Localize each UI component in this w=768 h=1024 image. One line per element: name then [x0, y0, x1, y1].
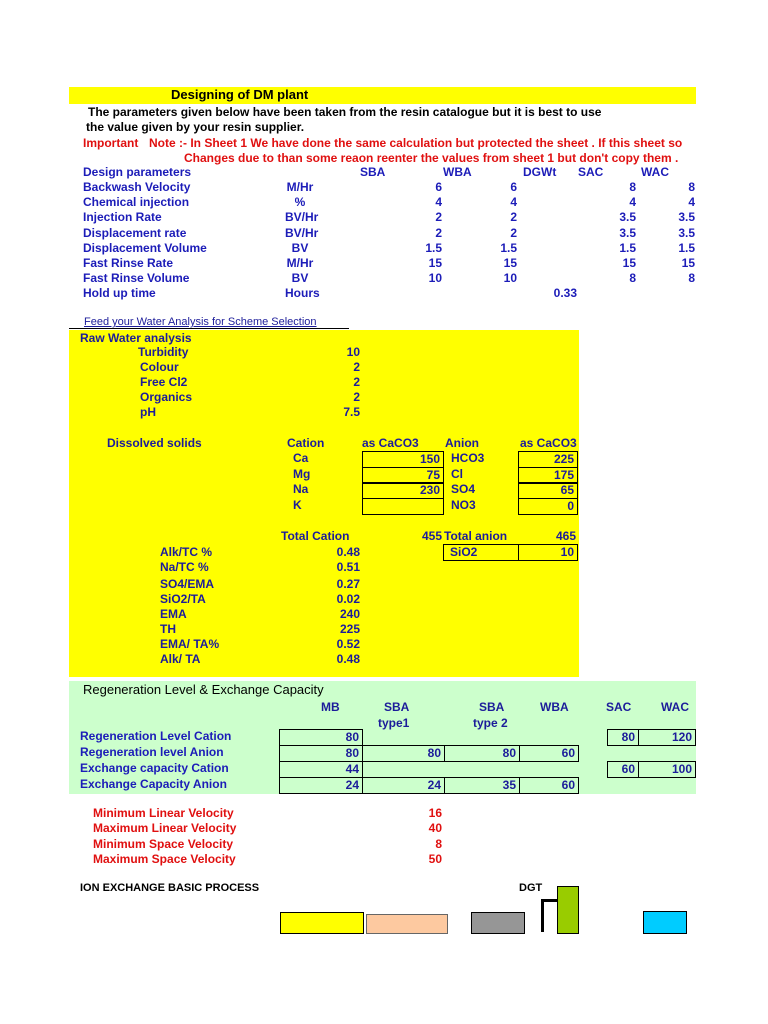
process-vessel-peach — [366, 914, 448, 934]
design-row-unit: Hours — [285, 286, 320, 301]
anion-name: HCO3 — [451, 451, 485, 465]
important-label: Important — [83, 136, 139, 150]
regen-cell-sba1[interactable]: 24 — [362, 777, 445, 794]
velocity-name: Maximum Space Velocity — [93, 851, 236, 866]
ratio-value: 0.51 — [336, 560, 360, 574]
total-cation-label: Total Cation — [281, 529, 350, 543]
anion-as-caco3-label: as CaCO3 — [520, 436, 577, 450]
raw-param-name: pH — [140, 405, 156, 419]
sio2-label-cell: SiO2 — [443, 544, 519, 561]
regen-cell-mb[interactable]: 24 — [279, 777, 363, 794]
design-row-sba: 15 — [428, 256, 442, 270]
raw-param-name: Colour — [140, 360, 179, 374]
ratio-value: 0.48 — [336, 545, 360, 559]
important-note-2: Changes due to than some reaon reenter the values from sheet 1 but don't copy them . — [184, 151, 679, 165]
design-header-wba: WBA — [443, 165, 472, 179]
velocity-name: Minimum Space Velocity — [93, 836, 234, 851]
anion-value-cell[interactable]: 175 — [518, 467, 578, 484]
design-row-sba: 2 — [435, 225, 442, 240]
raw-param-value: 7.5 — [343, 405, 360, 419]
dgt-pipe-vertical — [541, 899, 544, 932]
design-parameters-label: Design parameters — [83, 165, 192, 179]
cation-as-caco3-label: as CaCO3 — [362, 436, 419, 450]
regen-header-sba1: SBA — [384, 700, 410, 714]
total-anion-label: Total anion — [444, 529, 508, 543]
raw-param-value: 10 — [346, 345, 360, 359]
raw-water-title: Raw Water analysis — [80, 331, 192, 345]
regen-header-sac: SAC — [606, 700, 632, 714]
design-row-unit: BV/Hr — [285, 225, 319, 240]
design-row-name: Injection Rate — [83, 210, 162, 225]
design-row-name: Displacement Volume — [83, 240, 207, 255]
design-row-unit: BV — [291, 240, 309, 255]
regen-cell-wac[interactable]: 120 — [638, 729, 696, 746]
design-row-sac: 3.5 — [619, 225, 636, 240]
design-row-wba: 2 — [510, 225, 517, 240]
title-band — [69, 87, 696, 104]
design-row-name: Hold up time — [83, 286, 156, 301]
design-row-name: Fast Rinse Rate — [83, 256, 174, 270]
raw-param-name: Organics — [140, 390, 193, 404]
raw-param-name: Free Cl2 — [140, 375, 188, 389]
process-vessel-dgt — [557, 886, 579, 934]
design-row-name: Backwash Velocity — [83, 180, 191, 194]
design-row-wba: 15 — [503, 256, 517, 270]
design-row-sba: 4 — [435, 195, 442, 210]
process-vessel-gray — [471, 912, 525, 934]
cation-name: Ca — [293, 451, 309, 465]
regen-subheader-type1: type1 — [378, 716, 410, 730]
cation-name: Mg — [293, 466, 311, 481]
sio2-value-cell[interactable]: 10 — [518, 544, 578, 561]
design-row-sac: 8 — [629, 180, 636, 194]
design-row-sac: 4 — [629, 195, 636, 210]
anion-name: Cl — [451, 466, 463, 481]
design-row-wba: 2 — [510, 210, 517, 225]
regen-row-name: Exchange capacity Cation — [80, 761, 229, 775]
design-row-name: Chemical injection — [83, 195, 190, 210]
ratio-name: EMA/ TA% — [160, 637, 220, 651]
feed-underline — [69, 328, 349, 329]
design-row-name: Fast Rinse Volume — [83, 271, 190, 286]
regen-header-wac: WAC — [661, 700, 689, 714]
ratio-value: 225 — [339, 622, 360, 636]
design-row-sac: 8 — [629, 271, 636, 286]
design-row-wac: 8 — [688, 180, 695, 194]
cation-label: Cation — [287, 436, 325, 450]
ion-exchange-process-label: ION EXCHANGE BASIC PROCESS — [80, 882, 260, 894]
ratio-name: Na/TC % — [160, 560, 209, 574]
design-row-sba: 2 — [435, 210, 442, 225]
regen-subheader-type2: type 2 — [473, 716, 508, 730]
design-row-dgwt: 0.33 — [553, 286, 577, 301]
design-row-sba: 10 — [428, 271, 442, 286]
regen-cell-sac[interactable]: 60 — [607, 761, 639, 778]
regen-row-name: Regeneration level Anion — [80, 745, 224, 759]
velocity-value: 16 — [428, 806, 442, 820]
ratio-value: 0.48 — [336, 652, 360, 666]
ratio-name: SO4/EMA — [160, 577, 215, 591]
regen-row-name: Regeneration Level Cation — [80, 729, 232, 743]
cation-value-cell[interactable]: 230 — [362, 482, 444, 499]
regen-header-sba2: SBA — [479, 700, 505, 714]
cation-name: Na — [293, 482, 309, 496]
total-anion-value: 465 — [555, 529, 576, 543]
design-row-unit: M/Hr — [286, 256, 314, 270]
design-row-wac: 8 — [688, 271, 695, 286]
design-row-unit: M/Hr — [286, 180, 314, 194]
design-row-wac: 3.5 — [678, 210, 695, 225]
design-row-wac: 15 — [681, 256, 695, 270]
important-note-1: Note :- In Sheet 1 We have done the same calculation but protected the sheet . If this sheet so — [149, 136, 683, 150]
design-row-wba: 4 — [510, 195, 517, 210]
ratio-value: 0.02 — [336, 592, 360, 606]
design-row-wac: 3.5 — [678, 225, 695, 240]
ratio-name: TH — [160, 622, 176, 636]
page-title: Designing of DM plant — [171, 87, 309, 102]
anion-name: SO4 — [451, 482, 476, 496]
intro-line-2: the value given by your resin supplier. — [86, 120, 305, 134]
ratio-name: EMA — [160, 607, 187, 621]
ratio-name: Alk/TC % — [160, 545, 213, 559]
regeneration-title: Regeneration Level & Exchange Capacity — [83, 682, 324, 697]
dgt-pipe-horizontal — [541, 899, 558, 902]
anion-value-cell[interactable]: 0 — [518, 498, 578, 515]
design-row-sba: 6 — [435, 180, 442, 194]
ratio-value: 0.52 — [336, 637, 360, 651]
velocity-name: Maximum Linear Velocity — [93, 821, 237, 836]
raw-param-value: 2 — [353, 360, 360, 374]
regen-cell-sba2[interactable]: 80 — [444, 745, 520, 762]
design-row-wba: 1.5 — [500, 240, 517, 255]
design-row-name: Displacement rate — [83, 225, 187, 240]
velocity-value: 40 — [428, 821, 442, 836]
design-row-sac: 15 — [622, 256, 636, 270]
regen-row-name: Exchange Capacity Anion — [80, 777, 227, 791]
cation-value-cell[interactable]: 150 — [362, 451, 444, 468]
regen-cell-sac[interactable]: 80 — [607, 729, 639, 746]
design-row-unit: BV — [291, 271, 309, 286]
dgt-label: DGT — [519, 882, 543, 894]
ratio-name: Alk/ TA — [160, 652, 201, 666]
regen-cell-sba2[interactable]: 35 — [444, 777, 520, 794]
design-header-dgwt: DGWt — [523, 165, 557, 179]
design-row-unit: BV/Hr — [285, 210, 319, 225]
design-row-wac: 4 — [688, 195, 695, 210]
process-vessel-cyan — [643, 911, 687, 934]
design-header-sba: SBA — [360, 165, 386, 179]
design-header-sac: SAC — [578, 165, 604, 179]
total-cation-value: 455 — [421, 529, 442, 543]
process-vessel-yellow — [280, 912, 364, 934]
design-row-sac: 3.5 — [619, 210, 636, 225]
velocity-value: 50 — [428, 851, 442, 866]
design-row-sac: 1.5 — [619, 240, 636, 255]
ratio-name: SiO2/TA — [160, 592, 206, 606]
cation-value-cell[interactable] — [362, 498, 444, 515]
regen-cell-mb[interactable]: 44 — [279, 761, 363, 778]
regen-header-mb: MB — [321, 700, 340, 714]
raw-param-name: Turbidity — [138, 345, 189, 359]
regen-cell-wac[interactable]: 100 — [638, 761, 696, 778]
intro-line-1: The parameters given below have been taken from the resin catalogue but it is best to use — [88, 105, 602, 119]
anion-name: NO3 — [451, 497, 476, 512]
anion-value-cell[interactable]: 65 — [518, 482, 578, 499]
dissolved-solids-label: Dissolved solids — [107, 436, 202, 450]
design-row-unit: % — [294, 195, 306, 210]
ratio-value: 240 — [339, 607, 360, 621]
raw-param-value: 2 — [353, 390, 360, 404]
regen-header-wba: WBA — [540, 700, 569, 714]
regen-cell-wba[interactable]: 60 — [519, 777, 579, 794]
feed-water-analysis-link[interactable]: Feed your Water Analysis for Scheme Selection — [84, 316, 317, 328]
regen-cell-mb[interactable]: 80 — [279, 745, 363, 762]
regen-cell-sba1[interactable]: 80 — [362, 745, 445, 762]
ratio-value: 0.27 — [336, 577, 360, 591]
regen-cell-mb[interactable]: 80 — [279, 729, 363, 746]
design-row-sba: 1.5 — [425, 240, 442, 255]
cation-value-cell[interactable]: 75 — [362, 467, 444, 484]
velocity-name: Minimum Linear Velocity — [93, 806, 234, 820]
velocity-value: 8 — [435, 836, 442, 851]
design-row-wba: 10 — [503, 271, 517, 286]
design-header-wac: WAC — [641, 165, 669, 179]
raw-param-value: 2 — [353, 375, 360, 389]
anion-label: Anion — [445, 436, 479, 450]
design-row-wac: 1.5 — [678, 240, 695, 255]
design-row-wba: 6 — [510, 180, 517, 194]
cation-name: K — [293, 497, 302, 512]
regen-cell-wba[interactable]: 60 — [519, 745, 579, 762]
anion-value-cell[interactable]: 225 — [518, 451, 578, 468]
